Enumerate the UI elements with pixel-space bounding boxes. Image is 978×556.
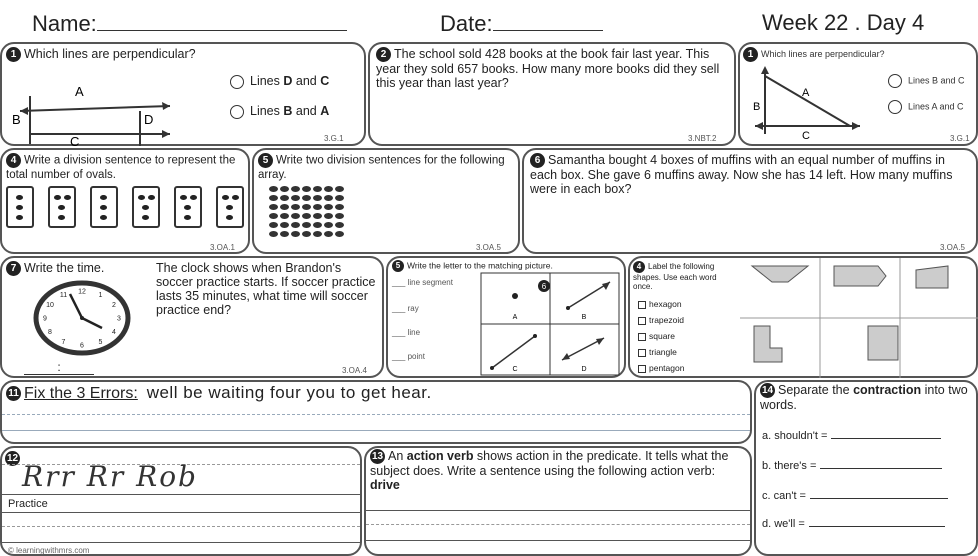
contraction-b: b. there's = xyxy=(762,460,942,472)
label-c: C xyxy=(70,134,80,146)
q5-number: 5 xyxy=(258,153,273,168)
oval-card xyxy=(132,186,160,228)
clock-numeral: 10 xyxy=(46,302,54,309)
answer-line[interactable] xyxy=(2,430,750,431)
match-item-line: ___ line xyxy=(392,328,421,337)
q2-box xyxy=(368,42,736,146)
pentagon-shape xyxy=(834,266,886,286)
radio-icon[interactable] xyxy=(888,100,902,114)
q12-box xyxy=(0,446,362,556)
svg-text:B: B xyxy=(581,314,587,321)
svg-text:C: C xyxy=(802,130,810,142)
svg-text:D: D xyxy=(581,366,587,373)
svg-text:A: A xyxy=(802,87,810,99)
q4b-prompt: 4 Label the following shapes. Use each word once. xyxy=(633,262,717,291)
q1-option-2[interactable]: Lines B and A xyxy=(230,104,329,119)
answer-line[interactable] xyxy=(366,540,750,541)
svg-text:B: B xyxy=(753,101,761,113)
q5b-prompt: 5 Write the letter to the matching picture. xyxy=(392,260,553,272)
q4-number: 4 xyxy=(6,153,21,168)
match-item-line-segment: ___ line segment xyxy=(392,278,453,287)
clock-numeral: 9 xyxy=(43,315,47,323)
q7-text: The clock shows when Brandon's soccer practice starts. If soccer practice lasts 35 minutes, what time will soccer practice end? xyxy=(156,261,376,317)
practice-line[interactable] xyxy=(2,542,360,543)
q11-box xyxy=(0,380,752,444)
q7-standard: 3.OA.4 xyxy=(342,366,367,375)
shapes-grid xyxy=(740,258,978,378)
clock-numeral: 1 xyxy=(98,292,103,300)
name-field[interactable] xyxy=(97,10,347,31)
q1-standard: 3.G.1 xyxy=(324,134,344,143)
word-triangle[interactable]: triangle xyxy=(638,344,684,360)
answer-field[interactable] xyxy=(810,498,948,499)
q4b-box xyxy=(628,256,978,378)
q1b-option-1[interactable]: Lines B and C xyxy=(888,74,965,88)
writing-guide-line xyxy=(2,414,750,415)
analog-clock xyxy=(32,280,132,356)
cursive-example: Rrr Rr Rob xyxy=(22,460,198,493)
oval-card xyxy=(6,186,34,228)
clock-numeral: 5 xyxy=(98,338,103,346)
word-square[interactable]: square xyxy=(638,328,684,344)
contraction-a: a. shouldn't = xyxy=(762,430,941,442)
radio-icon[interactable] xyxy=(230,75,244,89)
answer-field[interactable] xyxy=(820,468,942,469)
q7-title: 7 Write the time. xyxy=(6,261,104,276)
match-item-point: ___ point xyxy=(392,352,425,361)
practice-label: Practice xyxy=(8,498,48,510)
trapezoid-shape xyxy=(752,266,808,282)
svg-text:6: 6 xyxy=(541,282,547,291)
word-hexagon[interactable]: hexagon xyxy=(638,296,684,312)
clock-numeral: 2 xyxy=(112,302,116,309)
dot-array xyxy=(268,184,368,238)
q4-standard: 3.OA.1 xyxy=(210,243,235,252)
q7-box xyxy=(0,256,384,378)
error-sentence: well be waiting four you to get hear. xyxy=(146,383,432,402)
q1b-prompt: 1 Which lines are perpendicular? xyxy=(743,47,885,62)
radio-icon[interactable] xyxy=(888,74,902,88)
guide-line xyxy=(366,524,750,525)
q13-box xyxy=(364,446,752,556)
clock-numeral: 8 xyxy=(48,329,52,336)
date-label: Date: xyxy=(440,10,603,37)
oval-card xyxy=(174,186,202,228)
q5b-box xyxy=(386,256,626,378)
match-pictures-grid xyxy=(480,272,620,376)
guide-line xyxy=(2,526,360,527)
radio-icon[interactable] xyxy=(230,105,244,119)
q5-text: 5 Write two division sentences for the following array. xyxy=(258,154,505,181)
shape-word-bank xyxy=(638,296,684,376)
oval-card xyxy=(48,186,76,228)
q14-box xyxy=(754,380,978,556)
svg-text:A: A xyxy=(512,314,518,321)
q2-text: 2 The school sold 428 books at the book fair last year. This year they sold 657 books. How many more books did they sell this year than last year? xyxy=(376,47,720,91)
q1b-standard: 3.G.1 xyxy=(950,134,970,143)
practice-line[interactable] xyxy=(2,512,360,513)
oval-card xyxy=(90,186,118,228)
word-pentagon[interactable]: pentagon xyxy=(638,360,684,376)
q1b-number: 1 xyxy=(743,47,758,62)
clock-numeral: 6 xyxy=(80,342,84,350)
q1-box xyxy=(0,42,366,146)
q6-standard: 3.OA.5 xyxy=(940,243,965,252)
week-day-title: Week 22 . Day 4 xyxy=(762,10,925,35)
answer-line[interactable] xyxy=(366,510,750,511)
square-shape xyxy=(868,326,898,360)
q1-number: 1 xyxy=(6,47,21,62)
date-field[interactable] xyxy=(493,10,603,31)
clock-numeral: 11 xyxy=(59,292,68,300)
word-trapezoid[interactable]: trapezoid xyxy=(638,312,684,328)
q14-prompt: 14 Separate the contraction into two words. xyxy=(760,383,968,413)
q2-number: 2 xyxy=(376,47,391,62)
quadrilateral-shape xyxy=(916,266,948,288)
name-label: Name: xyxy=(32,10,347,37)
clock-numeral: 3 xyxy=(117,315,121,323)
label-a: A xyxy=(75,84,84,99)
q6-text: 6 Samantha bought 4 boxes of muffins with an equal number of muffins in each box. She gave 6 muffins away. Now she has 14 left. How many muffins were in each box? xyxy=(530,153,953,197)
q5-box xyxy=(252,148,520,254)
q1b-triangle-diagram xyxy=(750,64,865,142)
q11-prompt: 11 Fix the 3 Errors: well be waiting four you to get hear. xyxy=(6,383,432,403)
clock-numeral: 12 xyxy=(78,288,86,296)
svg-text:C: C xyxy=(512,366,518,373)
base-line xyxy=(2,494,360,495)
copyright-footer: © learningwithmrs.com xyxy=(8,546,90,555)
q4-box xyxy=(0,148,250,254)
answer-field[interactable] xyxy=(831,438,941,439)
q13-prompt: 13 An action verb shows action in the predicate. It tells what the subject does. Write a sentence using the following action verb: drive xyxy=(370,449,729,493)
contraction-c: c. can't = xyxy=(762,490,948,502)
q1b-box xyxy=(738,42,978,146)
q6-number: 6 xyxy=(530,153,545,168)
q7-number: 7 xyxy=(6,261,21,276)
match-item-ray: ___ ray xyxy=(392,304,419,313)
q2-standard: 3.NBT.2 xyxy=(688,134,717,143)
q5-standard: 3.OA.5 xyxy=(476,243,501,252)
line-a xyxy=(20,106,170,111)
clock-numeral: 7 xyxy=(61,338,66,346)
answer-field[interactable] xyxy=(809,526,945,527)
q1-prompt: 1 Which lines are perpendicular? xyxy=(6,47,196,62)
q12-number: 12 xyxy=(6,453,19,465)
q4-text: 4 Write a division sentence to represent the total number of ovals. xyxy=(6,154,236,181)
clock-numeral: 4 xyxy=(112,329,116,336)
q6-box xyxy=(522,148,978,254)
q1-lines-diagram xyxy=(10,66,180,146)
oval-card xyxy=(216,186,244,228)
q1-option-1[interactable]: Lines D and C xyxy=(230,74,329,89)
contraction-d: d. we'll = xyxy=(762,518,945,530)
q1b-option-2[interactable]: Lines A and C xyxy=(888,100,964,114)
hexagon-shape xyxy=(754,326,782,362)
time-answer-field[interactable]: : xyxy=(24,360,94,375)
label-d: D xyxy=(144,112,154,127)
label-b: B xyxy=(12,112,21,127)
oval-groups xyxy=(6,186,246,234)
